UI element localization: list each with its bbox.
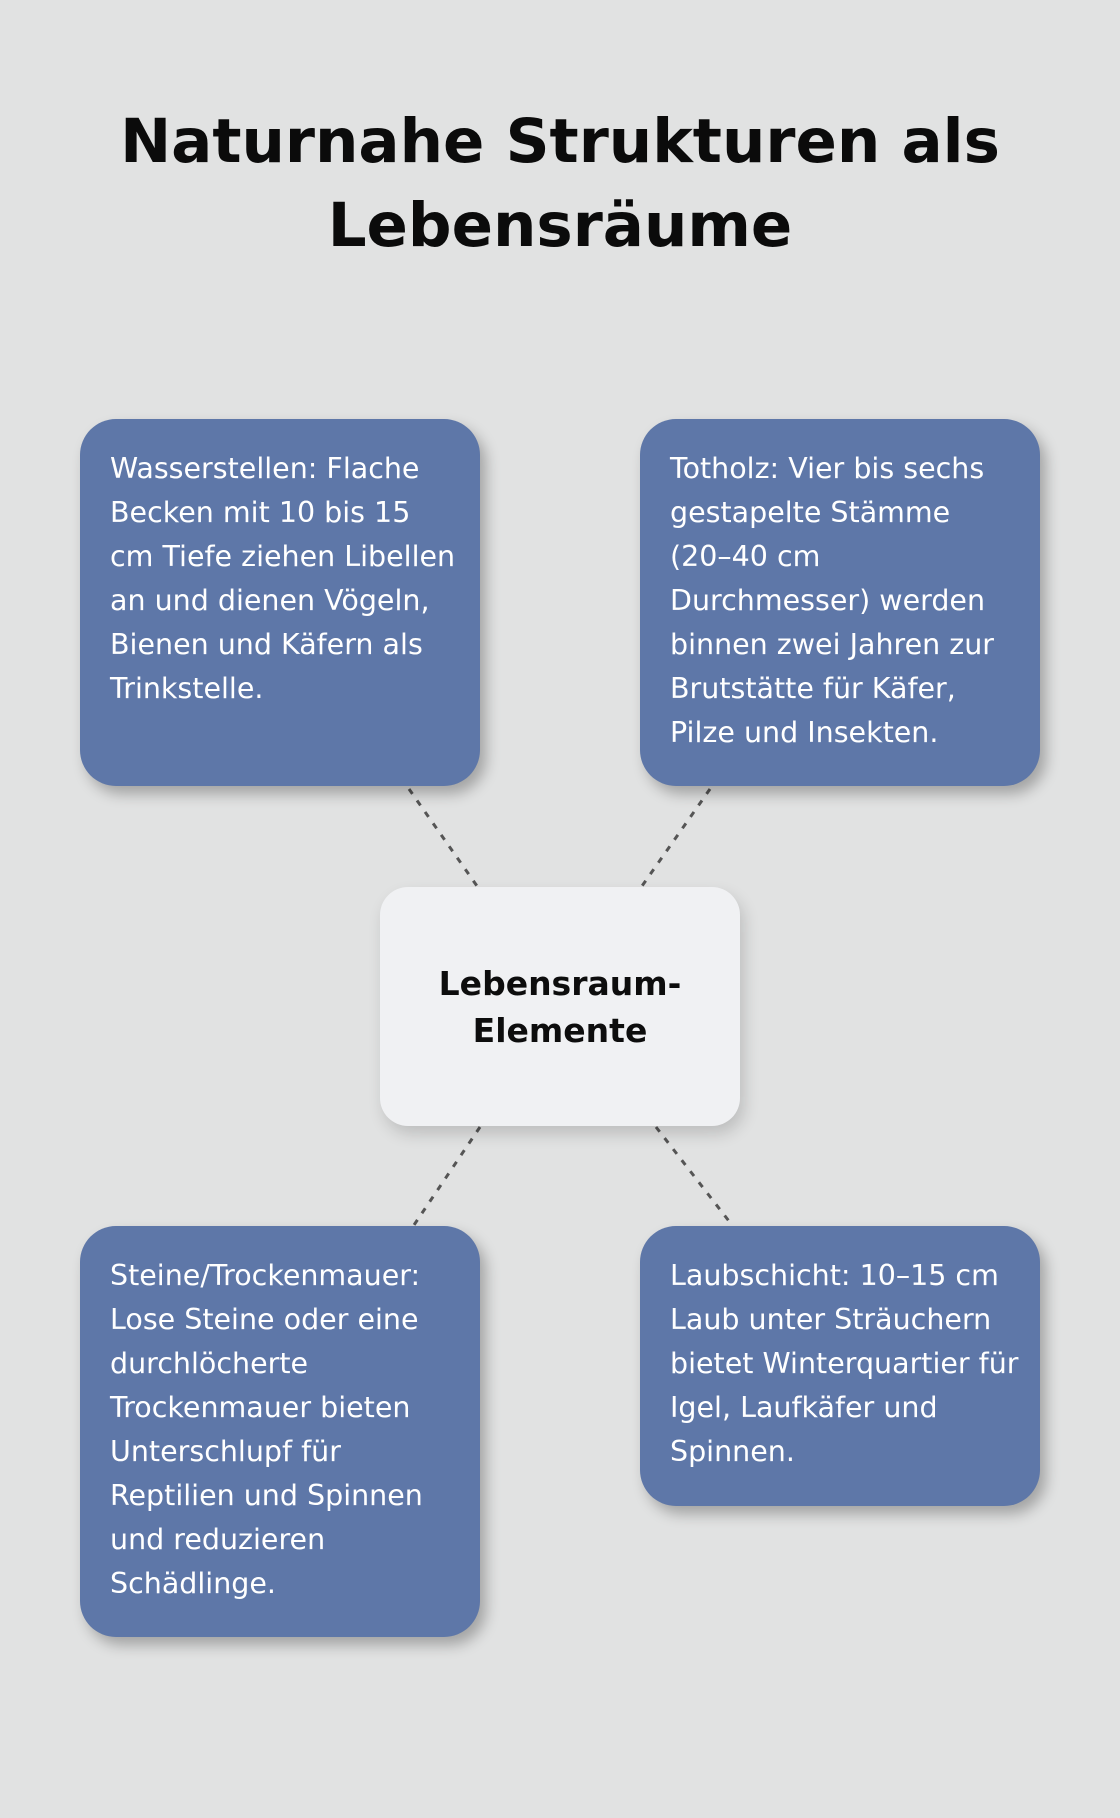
center-node	[380, 887, 740, 1126]
node-wasserstellen	[80, 419, 480, 786]
connector-top-left	[409, 789, 477, 886]
node-text: Laubschicht: 10–15 cm Laub unter Sträuchern bietet Winterquartier für Igel, Laufkäfer und Spinnen.	[670, 1259, 1019, 1468]
connector-bottom-left	[414, 1127, 480, 1225]
node-text: Steine/Trockenmauer: Lose Steine oder eine durchlöcherte Trockenmauer bieten Unterschlupf für Reptilien und Spinnen und reduzieren Schädlinge.	[110, 1259, 423, 1600]
connector-top-right	[642, 789, 710, 886]
node-steine-trockenmauer	[80, 1226, 480, 1637]
diagram-title: Naturnahe Strukturen als Lebensräume	[120, 106, 1000, 261]
connector-bottom-right	[656, 1127, 732, 1225]
node-totholz	[640, 419, 1040, 786]
node-laubschicht	[640, 1226, 1040, 1506]
node-text: Wasserstellen: Flache Becken mit 10 bis 15 cm Tiefe ziehen Libellen an und dienen Vögeln, Bienen und Käfern als Trinkstelle.	[110, 452, 456, 705]
node-text: Totholz: Vier bis sechs gestapelte Stämme (20–40 cm Durchmesser) werden binnen zwei Jahren zur Brutstätte für Käfer, Pilze und Insekten.	[670, 452, 994, 749]
center-label: Lebensraum-Elemente	[438, 963, 682, 1050]
